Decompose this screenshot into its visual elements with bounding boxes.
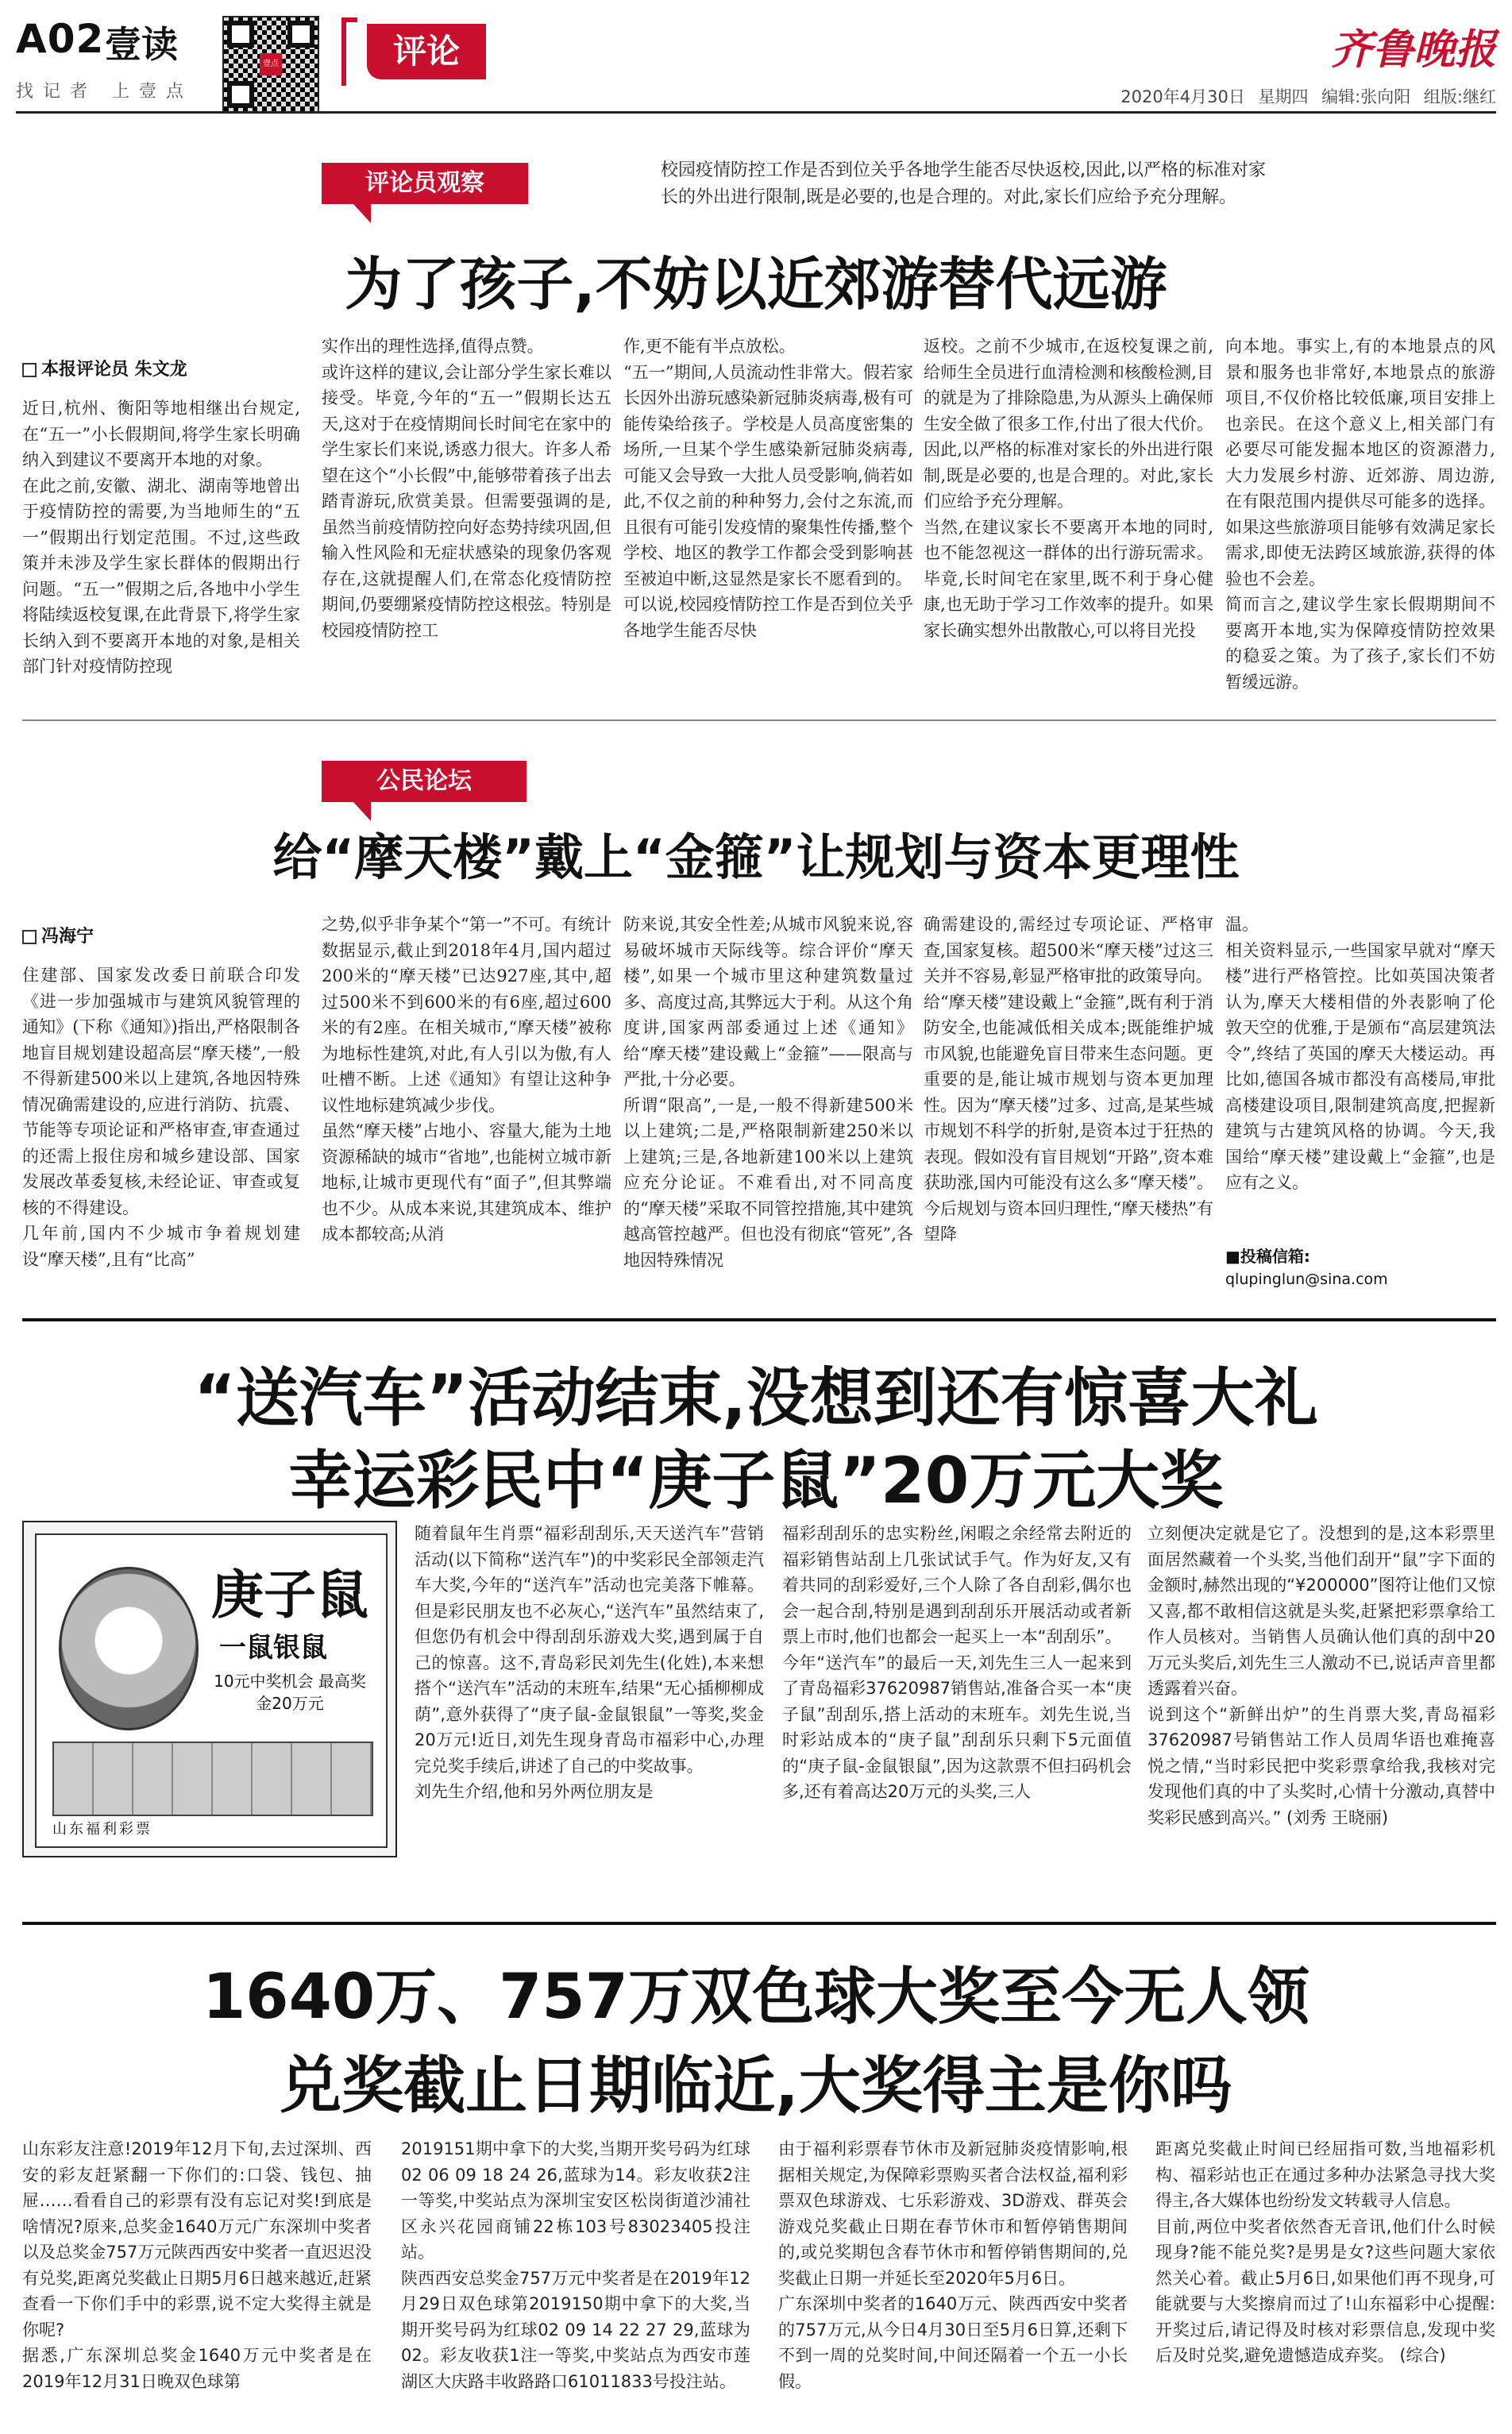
article4-title-line1: 1640万、757万双色球大奖至今无人领	[202, 1961, 1310, 2033]
ticket-title: 庚子鼠	[211, 1564, 368, 1626]
divider	[22, 719, 1496, 721]
mouse-icon	[59, 1567, 199, 1730]
section-bracket	[341, 17, 357, 86]
ticket-scratch-area	[52, 1742, 373, 1816]
article1-kicker: 评论员观察	[322, 163, 528, 204]
byline-text: 冯海宁	[41, 927, 94, 947]
newspaper-logo: 齐鲁晚报	[1330, 25, 1496, 74]
contact-email[interactable]: qlupinglun@sina.com	[1225, 1271, 1388, 1288]
article2-col-5: 温。 相关资料显示,一些国家早就对“摩天楼”进行严格管控。比如英国决策者认为,摩天大楼相借的外表影响了伦敦天空的优雅,于是颁布“高层建筑法令”,终结了英国的摩天大楼运动。再比如,德国各城市都没有高楼局,审批高楼建设项目,限制建筑高度,把握新建筑与古建筑风格的协调。今天,我国给“摩天楼”建设戴上“金箍”,也是应有之义。	[1225, 915, 1495, 1192]
contact-label: ■投稿信箱:	[1225, 1247, 1310, 1266]
article1-col-2: 实作出的理性选择,值得点赞。 或许这样的建议,会让部分学生家长难以接受。毕竟,今年的“五一”假期长达五天,这对于在疫情期间长时间宅在家中的学生家长们来说,诱惑力很大。许多人希望在这个“小长假”中,能够带着孩子出去踏青游玩,欣赏美景。但需要强调的是,虽然当前疫情防控向好态势持续巩固,但输入性风险和无症状感染的现象仍客观存在,这就提醒人们,在常态化疫情防控期间,仍要绷紧疫情防控这根弦。特别是校园疫情防控工	[322, 337, 611, 640]
section-rule	[22, 1318, 1496, 1321]
qr-finder	[227, 81, 254, 108]
qr-code-icon[interactable]	[222, 16, 319, 113]
article2-kicker: 公民论坛	[322, 761, 526, 802]
article1-summary: 校园疫情防控工作是否到位关乎各地学生能否尽快返校,因此,以严格的标准对家长的外出进行限制,既是必要的,也是合理的。对此,家长们应给予充分理解。	[661, 160, 1266, 207]
slogan: 找记者 上壹点	[16, 82, 193, 102]
article2-col-3: 防来说,其安全性差;从城市风貌来说,容易破坏城市天际线等。综合评价“摩天楼”,如果一个城市里这种建筑数量过多、高度过高,其弊远大于利。从这个角度讲,国家两部委通过上述《通知》给“摩天楼”建设戴上“金箍”——限高与严批,十分必要。 所谓“限高”,一是,一般不得新建500米以上建筑;二是,严格限制新建250米以上建筑;三是,各地新建100米以上建筑应充分论证。不难看出,对不同高度的“摩天楼”采取不同管控措施,其中建筑越高管控越严。但也没有彻底“管死”,各地因特殊情况	[623, 915, 913, 1270]
article4-col-2: 2019151期中拿下的大奖,当期开奖号码为红球02 06 09 18 24 26,蓝球为14。彩友收获2注一等奖,中奖站点为深圳宝安区松岗街道沙浦社区永兴花园商铺22栋103号83023405投注站。 陕西西安总奖金757万元中奖者是在2019年12月29日双色球第2019150期中拿下的大奖,当期开奖号码为红球02 09 14 22 27 29,蓝球为02。彩友收获1注一等奖,中奖站点为西安市莲湖区大庆路丰收路路口61011833号投注站。	[401, 2139, 750, 2391]
qr-finder	[287, 21, 314, 48]
article1-col-4: 返校。之前不少城市,在返校复课之前,给师生全员进行血清检测和核酸检测,目的就是为了排除隐患,为从源头上确保师生安全做了很多工作,付出了很大代价。因此,以严格的标准对家长的外出进行限制,既是必要的,也是合理的。对此,家长们应给予充分理解。 当然,在建议家长不要离开本地的同时,也不能忽视这一群体的出行游玩需求。毕竟,长时间宅在家里,既不利于身心健康,也无助于学习工作效率的提升。如果家长确实想外出散散心,可以将目光投	[924, 337, 1213, 640]
ticket-frame	[35, 1533, 388, 1848]
section-rule	[22, 1922, 1496, 1925]
page-number: A02	[16, 16, 105, 62]
article1-col-1: 近日,杭州、衡阳等地相继出台规定,在“五一”小长假期间,将学生家长明确纳入到建议不要离开本地的对象。 在此之前,安徽、湖北、湖南等地曾出于疫情防控的需要,为当地师生的“五一”假期出行划定范围。不过,这些政策并未涉及学生家长群体的假期出行问题。“五一”假期之后,各地中小学生将陆续返校复课,在此背景下,将学生家长纳入到不要离开本地的对象,是相关部门针对疫情防控现	[22, 399, 300, 676]
top-rule	[16, 111, 1496, 114]
section-badge: 评论	[367, 24, 486, 79]
masthead	[16, 16, 1496, 110]
article4-col-3: 由于福利彩票春节休市及新冠肺炎疫情影响,根据相关规定,为保障彩票购买者合法权益,福利彩票双色球游戏、七乐彩游戏、3D游戏、群英会游戏兑奖截止日期在春节休市和暂停销售期间的,或兑奖期包含春节休市和暂停销售期间的,兑奖截止日期一并延长至2020年5月6日。 广东深圳中奖者的1640万元、陕西西安中奖者的757万元,从今日4月30日至5月6日算,还剩下不到一周的兑奖时间,中间还隔着一个五一小长假。	[778, 2139, 1128, 2391]
article1-col-3: 作,更不能有半点放松。 “五一”期间,人员流动性非常大。假若家长因外出游玩感染新冠肺炎病毒,极有可能传染给孩子。学校是人员高度密集的场所,一旦某个学生感染新冠肺炎病毒,可能又会导致一大批人员受影响,倘若如此,不仅之前的种种努力,会付之东流,而且很有可能引发疫情的聚集性传播,整个学校、地区的教学工作都会受到影响甚至被迫中断,这显然是家长不愿看到的。 可以说,校园疫情防控工作是否到位关乎各地学生能否尽快	[623, 337, 913, 640]
lottery-ticket-image	[22, 1521, 397, 1857]
article2-byline	[22, 923, 94, 947]
ticket-footer: 山东福利彩票	[52, 1821, 152, 1838]
article1-kicker-wrap	[322, 163, 528, 223]
article3-col-2: 福彩刮刮乐的忠实粉丝,闲暇之余经常去附近的福彩销售站刮上几张试试手气。作为好友,又有着共同的刮彩爱好,三个人除了各自刮彩,偶尔也会一起合刮,特别是遇到刮刮乐开展活动或者新票上市时,他们也都会一起买上一本“刮刮乐”。 今年“送汽车”的最后一天,刘先生三人一起来到了青岛福彩37620987销售站,准备合买一本“庚子鼠”刮刮乐,搭上活动的末班车。刘先生说,当时彩站成本的“庚子鼠”刮刮乐只剩下5元面值的“庚子鼠-金鼠银鼠”,因为这款票不但扫码机会多,还有着高达20万元的头奖,三人	[782, 1524, 1132, 1801]
article3-title-line1: “送汽车”活动结束,没想到还有惊喜大礼	[194, 1361, 1318, 1435]
ticket-subtitle: 一鼠银鼠	[219, 1632, 327, 1664]
article3-col-1: 随着鼠年生肖票“福彩刮刮乐,天天送汽车”营销活动(以下简称“送汽车”)的中奖彩民全部领走汽车大奖,今年的“送汽车”活动也完美落下帷幕。但是彩民朋友也不必灰心,“送汽车”虽然结束了,但您仍有机会中得刮刮乐游戏大奖,遇到属于自己的惊喜。这不,青岛彩民刘先生(化姓),本来想搭个“送汽车”活动的末班车,结果“无心插柳柳成荫”,意外获得了“庚子鼠-金鼠银鼠”一等奖,奖金20万元!近日,刘先生现身青岛市福彩中心,办理完兑奖手续后,讲述了自己的中奖故事。 刘先生介绍,他和另外两位朋友是	[415, 1524, 764, 1801]
article1-byline	[22, 356, 187, 380]
article2-col-1: 住建部、国家发改委日前联合印发《进一步加强城市与建筑风貌管理的通知》(下称《通知》)指出,严格限制各地盲目规划建设超高层“摩天楼”,一般不得新建500米以上建筑,各地因特殊情况确需建设的,应进行消防、抗震、节能等专项论证和严格审查,审查通过的还需上报住房和城乡建设部、国家发展改革委复核,未经论证、审查或复核的不得建设。 几年前,国内不少城市争着规划建设“摩天楼”,且有“比高”	[22, 966, 300, 1269]
section-name: 壹读	[105, 23, 178, 66]
article4-col-1: 山东彩友注意!2019年12月下旬,去过深圳、西安的彩友赶紧翻一下你们的:口袋、钱包、抽屉……看看自己的彩票有没有忘记对奖!到底是啥情况?原来,总奖金1640万元广东深圳中奖者以及总奖金757万元陕西西安中奖者一直迟迟没有兑奖,距离兑奖截止日期5月6日越来越近,赶紧查看一下你们手中的彩票,说不定大奖得主就是你呢? 据悉,广东深圳总奖金1640万元中奖者是在2019年12月31日晚双色球第	[22, 2139, 372, 2391]
byline-box-icon	[22, 363, 37, 377]
article2-title: 给“摩天楼”戴上“金箍”让规划与资本更理性	[272, 828, 1240, 886]
article2-col-2: 之势,似乎非争某个“第一”不可。有统计数据显示,截止到2018年4月,国内超过200米的“摩天楼”已达927座,其中,超过500米不到600米的有6座,超过600米的有2座。在相关城市,“摩天楼”被称为地标性建筑,对此,有人引以为傲,有人吐槽不断。上述《通知》有望让这种争议性地标建筑减少步伐。 虽然“摩天楼”占地小、容量大,能为土地资源稀缺的城市“省地”,也能树立城市新地标,让城市更现代有“面子”,但其弊端也不少。从成本来说,其建筑成本、维护成本都较高;从消	[322, 915, 611, 1244]
kicker-tail	[353, 204, 371, 223]
article4-col-4: 距离兑奖截止时间已经屈指可数,当地福彩机构、福彩站也正在通过多种办法紧急寻找大奖得主,各大媒体也纷纷发文转载寻人信息。 目前,两位中奖者依然杳无音讯,他们什么时候现身?能不能兑奖?是男是女?这些问题大家依然关心着。截止5月6日,如果他们再不现身,可能就要与大奖擦肩而过了!山东福彩中心提醒:开奖过后,请记得及时核对彩票信息,发现中奖后及时兑奖,避免遗憾造成弃奖。 (综合)	[1155, 2139, 1495, 2365]
article2-kicker-wrap	[322, 761, 526, 821]
article1-col-5: 向本地。事实上,有的本地景点的风景和服务也非常好,本地景点的旅游项目,不仅价格比较低廉,项目安排上也亲民。在这个意义上,相关部门有必要尽可能发掘本地区的资源潜力,大力发展乡村游、近郊游、周边游,在有限范围内提供尽可能多的选择。如果这些旅游项目能够有效满足家长需求,即使无法跨区域旅游,获得的体验也不会差。 简而言之,建议学生家长假期期间不要离开本地,实为保障疫情防控效果的稳妥之策。为了孩子,家长们不妨暂缓远游。	[1225, 337, 1495, 692]
byline-text: 本报评论员 朱文龙	[41, 360, 187, 380]
article3-col-3: 立刻便决定就是它了。没想到的是,这本彩票里面居然藏着一个头奖,当他们刮开“鼠”字下面的金额时,赫然出现的“¥200000”图符让他们又惊又喜,都不敢相信这就是头奖,赶紧把彩票拿给工作人员核对。当销售人员确认他们真的刮中20万元头奖后,刘先生三人激动不已,说话声音里都透露着兴奋。 说到这个“新鲜出炉”的生肖票大奖,青岛福彩37620987号销售站工作人员周华语也难掩喜悦之情,“当时彩民把中奖彩票拿给我,我核对完发现他们真的中了头奖时,心情十分激动,真替中奖彩民感到高兴。” (刘秀 王晓丽)	[1148, 1524, 1495, 1827]
article4-title-line2: 兑奖截止日期临近,大奖得主是你吗	[280, 2050, 1232, 2122]
dateline: 2020年4月30日 星期四 编辑:张向阳 组版:继红	[1120, 87, 1496, 106]
ticket-prize: 10元中奖机会 最高奖金20万元	[214, 1672, 366, 1713]
article1-title: 为了孩子,不妨以近郊游替代远游	[345, 251, 1167, 318]
byline-box-icon	[22, 930, 37, 944]
qr-logo: 壹点	[260, 53, 282, 75]
article3-title-line2: 幸运彩民中“庚子鼠”20万元大奖	[288, 1444, 1224, 1518]
article2-col-4: 确需建设的,需经过专项论证、严格审查,国家复核。超500米“摩天楼”过这三关并不容易,彰显严格审批的政策导向。 给“摩天楼”建设戴上“金箍”,既有利于消防安全,也能减低相关成本;既能维护城市风貌,也能避免盲目带来生态问题。更重要的是,能让城市规划与资本更加理性。因为“摩天楼”过多、过高,是某些城市规划不科学的折射,是资本过于狂热的表现。假如没有盲目规划“开路”,资本难获助涨,国内可能没有这么多“摩天楼”。今后规划与资本回归理性,“摩天楼热”有望降	[924, 915, 1213, 1244]
qr-finder	[227, 21, 254, 48]
